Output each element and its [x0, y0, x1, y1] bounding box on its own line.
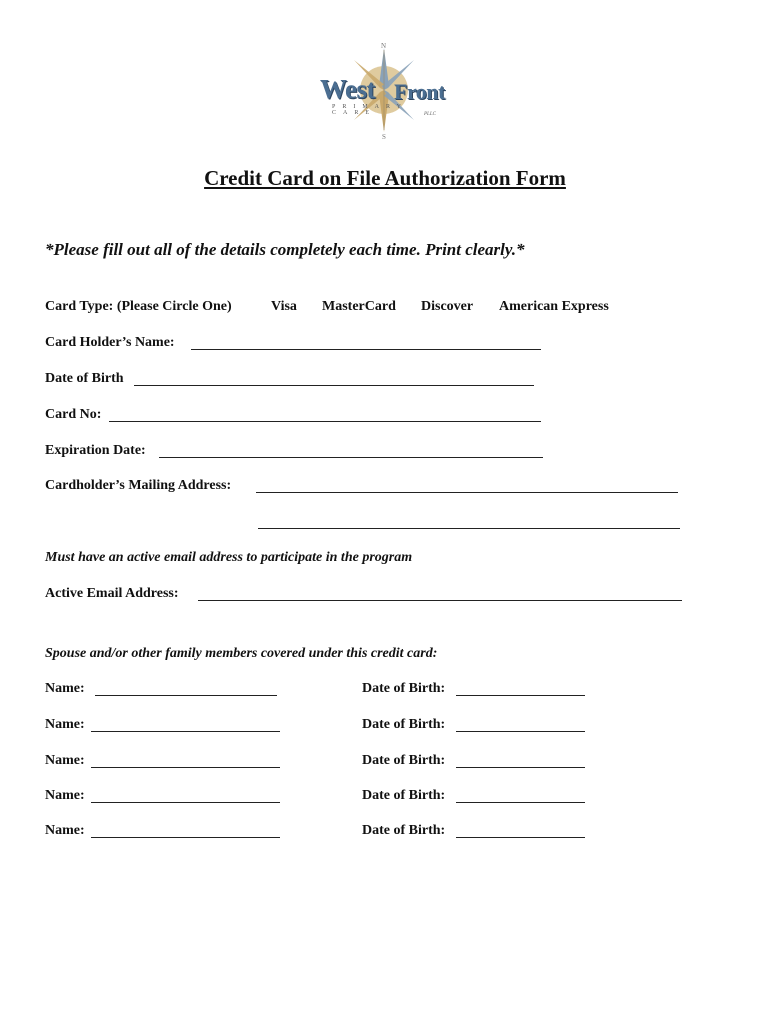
family-name-line[interactable]: [91, 824, 280, 838]
mailing-address-line-2[interactable]: [258, 515, 680, 529]
logo-subtitle: PRIMARY CARE: [332, 104, 408, 116]
family-name-line[interactable]: [91, 789, 280, 803]
email-label: Active Email Address:: [45, 586, 179, 601]
card-holder-name-label: Card Holder’s Name:: [45, 335, 175, 350]
expiration-line[interactable]: [159, 444, 543, 458]
family-dob-label: Date of Birth:: [362, 753, 446, 768]
card-option-mastercard[interactable]: MasterCard: [322, 299, 396, 314]
family-heading: Spouse and/or other family members covered under this credit card:: [45, 646, 438, 661]
family-name-label: Name:: [45, 681, 85, 696]
dob-label: Date of Birth: [45, 371, 124, 386]
family-name-label: Name:: [45, 753, 85, 768]
email-note: Must have an active email address to participate in the program: [45, 550, 413, 565]
mailing-address-line-1[interactable]: [256, 479, 678, 493]
card-no-label: Card No:: [45, 407, 102, 422]
west-front-logo: [314, 40, 456, 144]
family-dob-label: Date of Birth:: [362, 681, 446, 696]
family-name-label: Name:: [45, 823, 85, 838]
logo-south-label: S: [382, 133, 386, 141]
family-name-line[interactable]: [95, 682, 277, 696]
family-dob-line[interactable]: [456, 789, 585, 803]
family-name-line[interactable]: [91, 754, 280, 768]
card-option-american-express[interactable]: American Express: [499, 299, 609, 314]
mailing-address-label: Cardholder’s Mailing Address:: [45, 478, 232, 493]
card-holder-name-line[interactable]: [191, 336, 541, 350]
family-dob-label: Date of Birth:: [362, 823, 446, 838]
card-option-visa[interactable]: Visa: [271, 299, 297, 314]
family-name-line[interactable]: [91, 718, 280, 732]
expiration-label: Expiration Date:: [45, 443, 146, 458]
family-dob-label: Date of Birth:: [362, 788, 446, 803]
family-dob-line[interactable]: [456, 718, 585, 732]
form-title: Credit Card on File Authorization Form: [204, 166, 566, 190]
card-no-line[interactable]: [109, 408, 541, 422]
logo-north-label: N: [381, 42, 387, 50]
family-dob-label: Date of Birth:: [362, 717, 446, 732]
dob-line[interactable]: [134, 372, 534, 386]
logo-word-west: West: [320, 74, 375, 104]
family-name-label: Name:: [45, 788, 85, 803]
family-dob-line[interactable]: [456, 824, 585, 838]
family-dob-line[interactable]: [456, 682, 585, 696]
card-type-label: Card Type: (Please Circle One): [45, 299, 232, 314]
logo-word-front: Front: [394, 79, 445, 104]
card-option-discover[interactable]: Discover: [421, 299, 474, 314]
email-line[interactable]: [198, 587, 682, 601]
family-dob-line[interactable]: [456, 754, 585, 768]
family-name-label: Name:: [45, 717, 85, 732]
instruction-text: *Please fill out all of the details completely each time. Print clearly.*: [45, 240, 525, 259]
logo-suffix: PLLC: [424, 112, 436, 117]
